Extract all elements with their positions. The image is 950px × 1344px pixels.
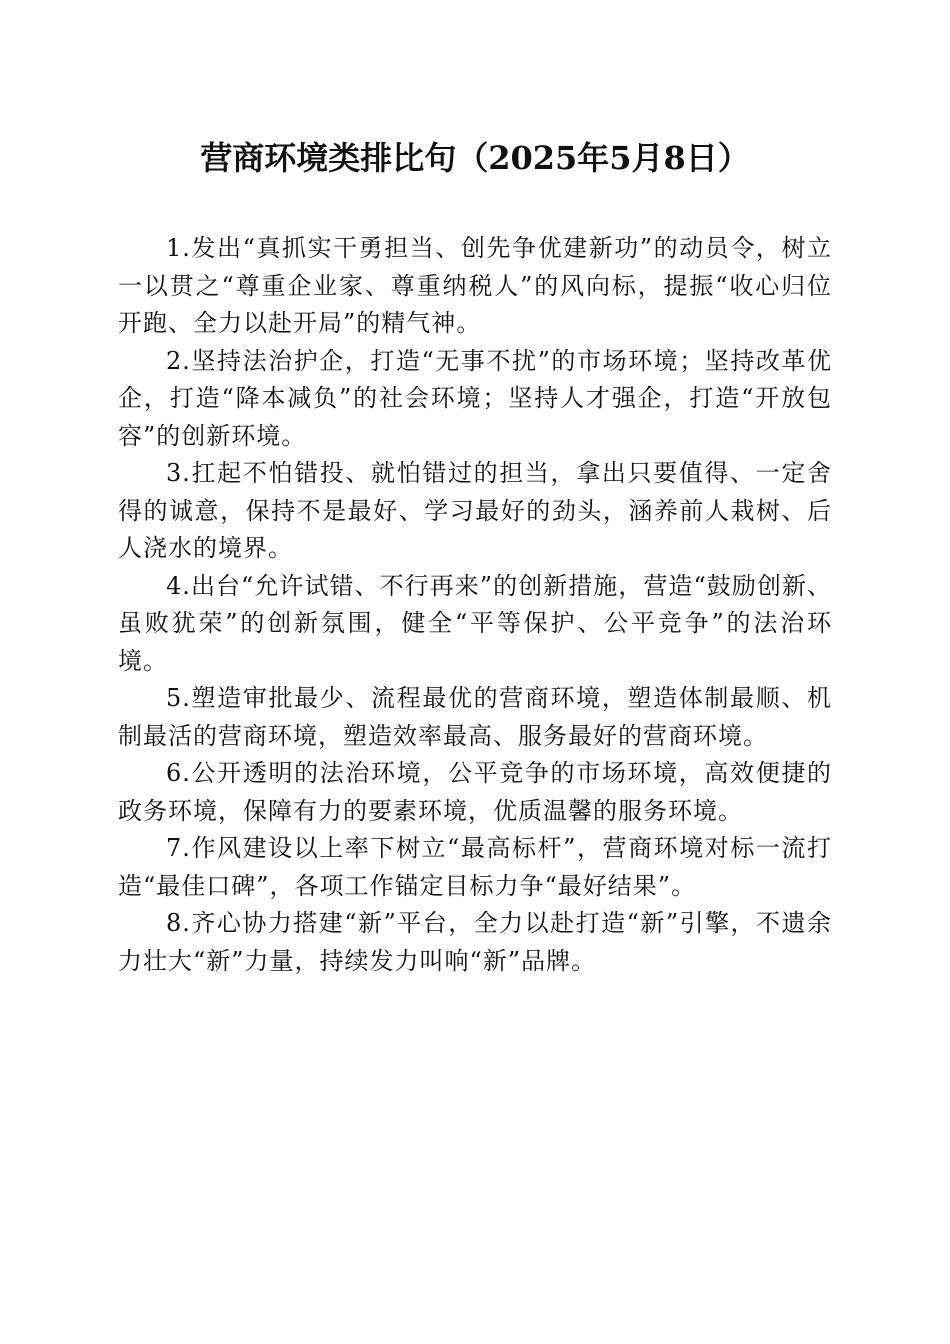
- paragraph-7: 7.作风建设以上率下树立“最高标杆”，营商环境对标一流打造“最佳口碑”，各项工作锚定目标力争“最好结果”。: [118, 834, 832, 900]
- paragraph-8: 8.齐心协力搭建“新”平台，全力以赴打造“新”引擎，不遗余力壮大“新”力量，持续发力叫响“新”品牌。: [118, 909, 832, 975]
- document-body: [118, 230, 832, 980]
- document-title: 营商环境类排比句（2025年5月8日）: [200, 139, 750, 177]
- paragraph-2: 2.坚持法治护企，打造“无事不扰”的市场环境；坚持改革优企，打造“降本减负”的社会环境；坚持人才强企，打造“开放包容”的创新环境。: [118, 346, 832, 450]
- paragraph-4: 4.出台“允许试错、不行再来”的创新措施，营造“鼓励创新、虽败犹荣”的创新氛围，健全“平等保护、公平竞争”的法治环境。: [118, 571, 832, 675]
- paragraph-3: 3.扛起不怕错投、就怕错过的担当，拿出只要值得、一定舍得的诚意，保持不是最好、学习最好的劲头，涵养前人栽树、后人浇水的境界。: [118, 459, 832, 562]
- paragraph-6: 6.公开透明的法治环境，公平竞争的市场环境，高效便捷的政务环境，保障有力的要素环境，优质温馨的服务环境。: [118, 759, 832, 825]
- paragraph-5: 5.塑造审批最少、流程最优的营商环境，塑造体制最顺、机制最活的营商环境，塑造效率最高、服务最好的营商环境。: [118, 684, 832, 750]
- paragraph-1: 1.发出“真抓实干勇担当、创先争优建新功”的动员令，树立一以贯之“尊重企业家、尊重纳税人”的风向标，提振“收心归位开跑、全力以赴开局”的精气神。: [118, 234, 832, 337]
